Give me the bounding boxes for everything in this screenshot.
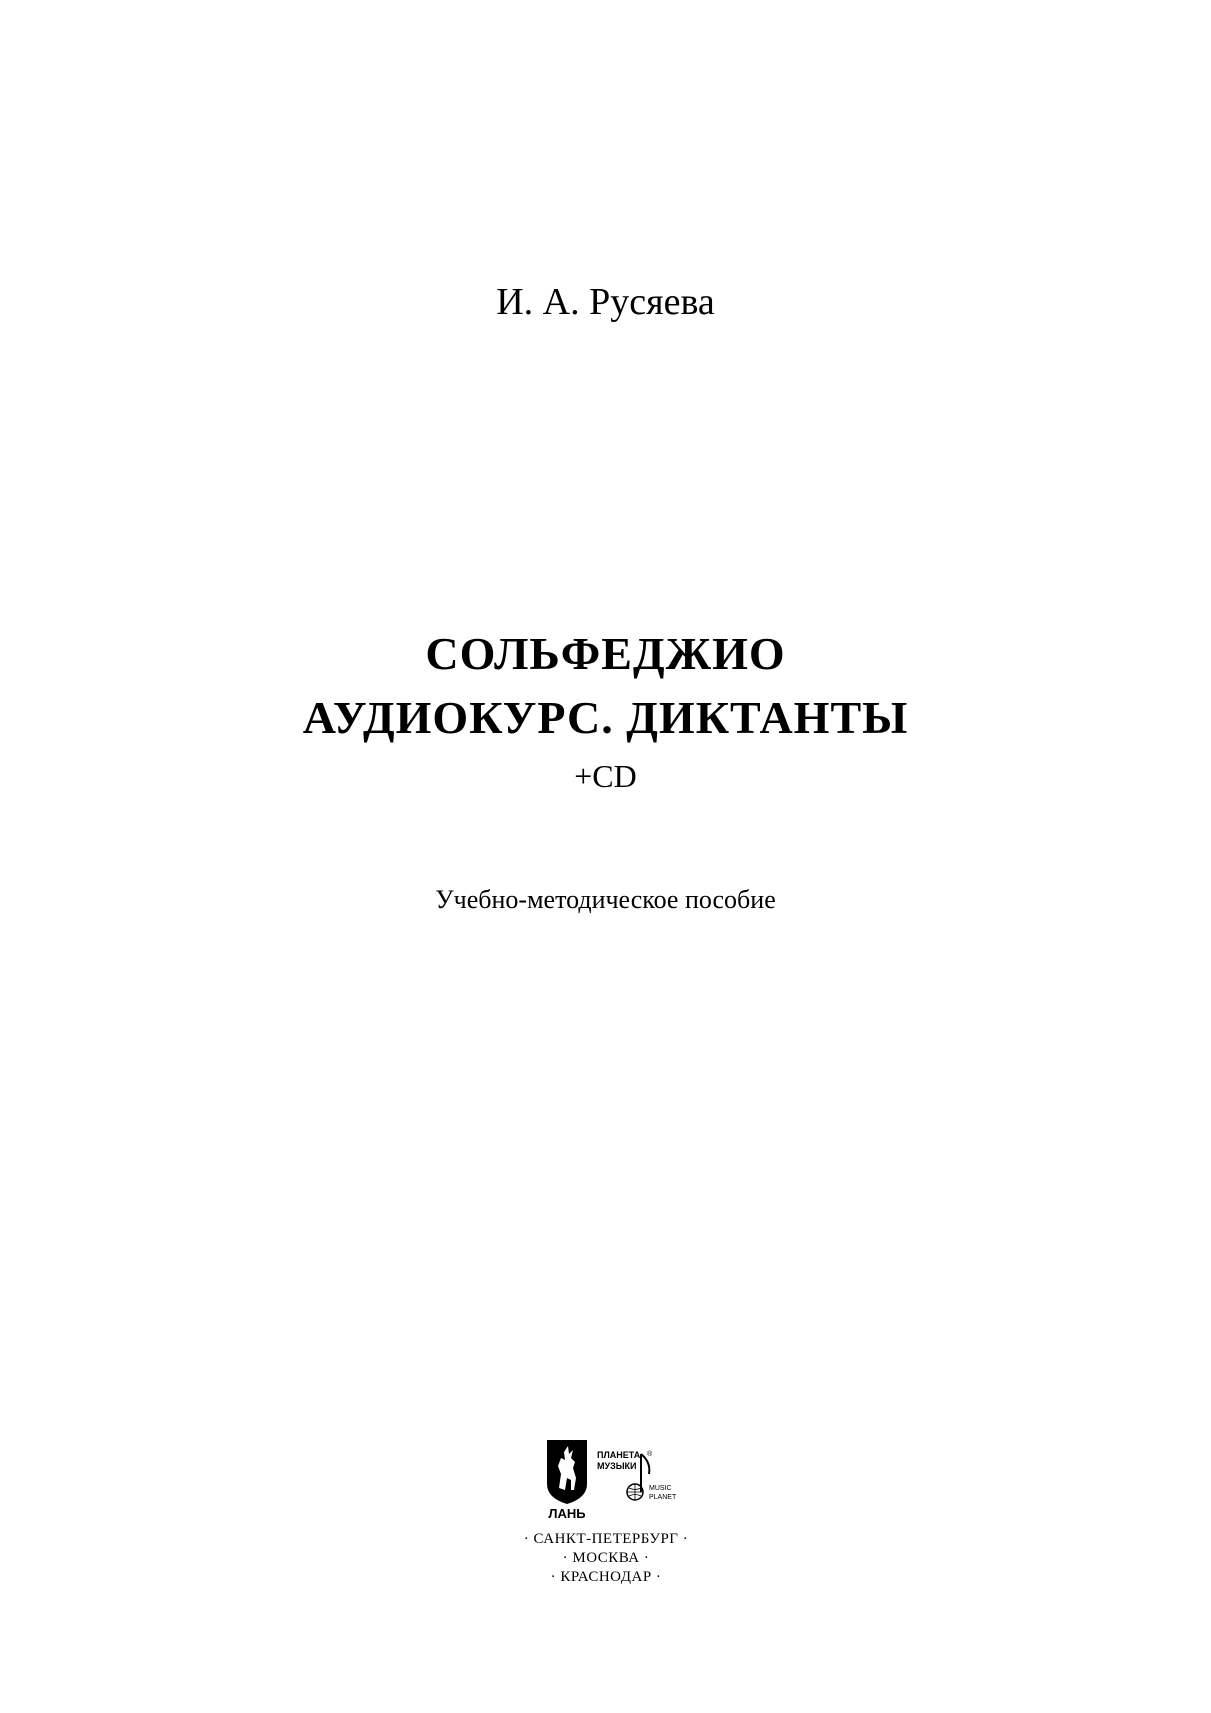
publisher-logos	[545, 1438, 695, 1522]
lan-logo-text: ЛАНЬ	[548, 1506, 586, 1521]
cd-supplement: +CD	[574, 758, 637, 794]
planet-logo-ru-line2: МУЗЫКИ	[597, 1461, 637, 1471]
planet-logo-en-line2: PLANET	[649, 1494, 677, 1501]
author-name: И. А. Русяева	[496, 281, 715, 323]
city-krasnodar: · КРАСНОДАР ·	[550, 1569, 662, 1585]
title-line-2: АУДИОКУРС. ДИКТАНТЫ	[302, 692, 909, 743]
lan-deer-logo-icon	[545, 1438, 589, 1522]
city-moscow: · МОСКВА ·	[562, 1550, 650, 1566]
publisher-block	[505, 1438, 707, 1588]
planet-logo-en-line1: MUSIC	[649, 1485, 672, 1492]
planet-logo-ru-line1: ПЛАНЕТА	[597, 1450, 641, 1460]
publication-genre: Учебно-методическое пособие	[435, 885, 776, 914]
city-saint-petersburg: · САНКТ-ПЕТЕРБУРГ ·	[523, 1531, 689, 1547]
music-planet-logo-icon	[597, 1448, 697, 1510]
book-title	[0, 622, 1211, 798]
registered-mark: ®	[647, 1451, 653, 1458]
title-line-1: СОЛЬФЕДЖИО	[425, 628, 786, 679]
publisher-cities	[505, 1530, 707, 1587]
